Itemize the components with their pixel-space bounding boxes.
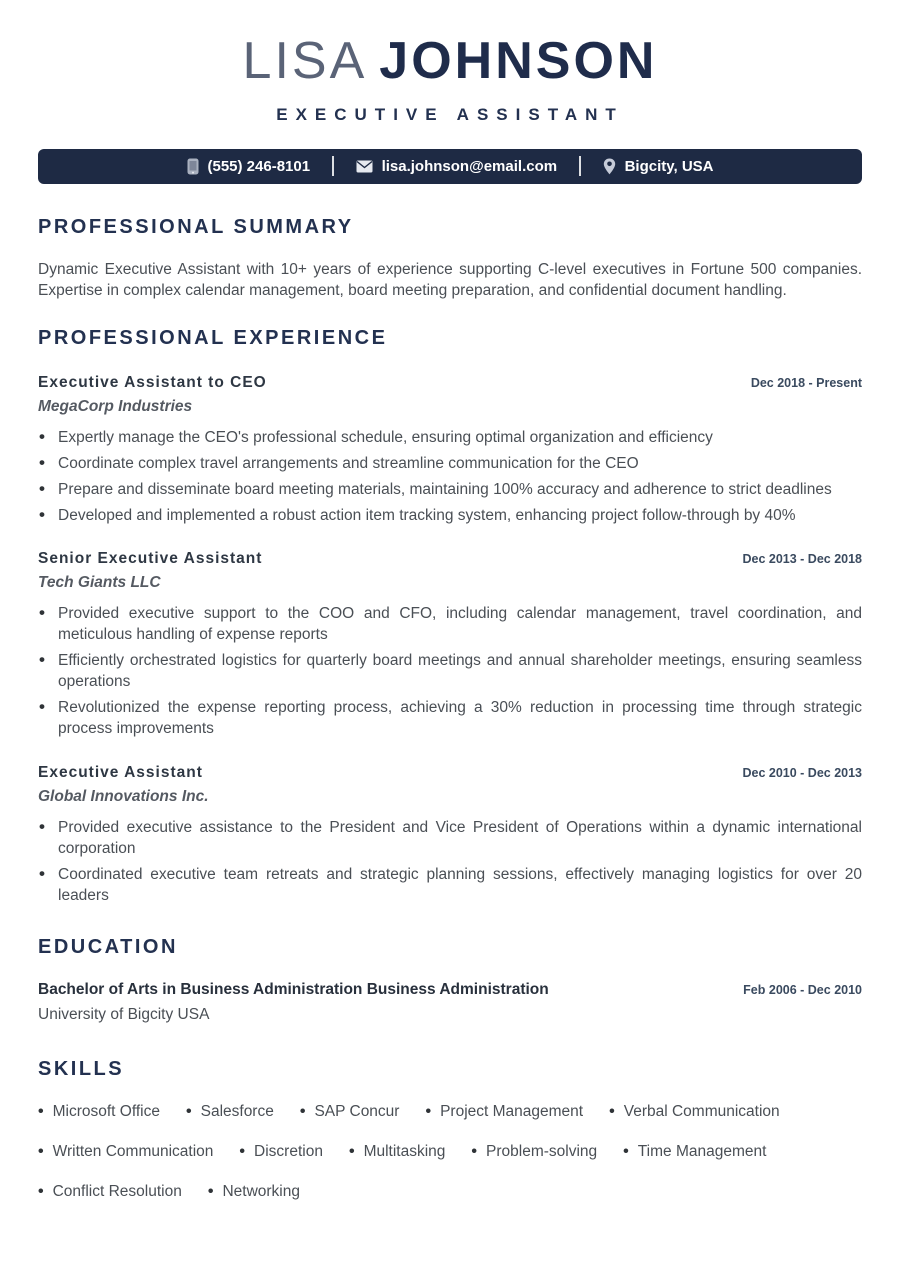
- skill-item: [609, 1103, 780, 1121]
- contact-separator: [332, 156, 334, 176]
- bullet-icon: •: [38, 1142, 44, 1160]
- first-name: LISA: [242, 32, 368, 90]
- skill-item: [300, 1103, 400, 1121]
- location-pin-icon: [603, 158, 616, 175]
- skill-label: SAP Concur: [314, 1102, 400, 1120]
- phone-icon: [187, 158, 199, 175]
- skill-item: [623, 1143, 766, 1161]
- skill-item: [186, 1103, 274, 1121]
- bullet-icon: •: [471, 1142, 478, 1160]
- education-section: [38, 936, 862, 1024]
- experience-section: [38, 327, 862, 906]
- skill-label: Project Management: [440, 1102, 584, 1120]
- skill-item: [208, 1183, 300, 1201]
- bullet-icon: •: [186, 1102, 192, 1120]
- job-bullet-list: [38, 603, 862, 739]
- job-company: Tech Giants LLC: [38, 574, 161, 592]
- summary-text: Dynamic Executive Assistant with 10+ years of experience supporting C-level executives in Fortune 500 companies. Expertise in complex calendar management, board meeting preparation, and confidential document handling.: [38, 260, 862, 299]
- candidate-job-title: EXECUTIVE ASSISTANT: [276, 104, 624, 124]
- job-dates: Dec 2010 - Dec 2013: [742, 765, 862, 780]
- job-dates: Dec 2018 - Present: [750, 375, 862, 390]
- skill-item: [425, 1103, 583, 1121]
- skill-label: Multitasking: [363, 1142, 446, 1160]
- job-position: Executive Assistant to CEO: [38, 373, 267, 391]
- summary-heading: PROFESSIONAL SUMMARY: [38, 215, 354, 238]
- skill-item: [349, 1143, 445, 1161]
- skill-item: [38, 1103, 160, 1121]
- bullet-icon: •: [348, 1142, 355, 1160]
- education-entry: [38, 981, 862, 999]
- contact-bar: [38, 149, 862, 184]
- phone-number: (555) 246-8101: [207, 157, 311, 175]
- experience-entry: [38, 764, 862, 906]
- job-bullet: • Provided executive assistance to the President and Vice President of Operations within a dynamic international corporation: [38, 817, 862, 859]
- skill-label: Networking: [222, 1182, 300, 1200]
- resume-header: [38, 34, 862, 184]
- job-header-row: [38, 550, 862, 568]
- bullet-icon: •: [207, 1182, 214, 1200]
- contact-location: [603, 158, 714, 175]
- bullet-icon: •: [623, 1142, 629, 1160]
- skill-label: Time Management: [637, 1142, 767, 1160]
- skill-label: Salesforce: [200, 1102, 274, 1120]
- degree-title: Bachelor of Arts in Business Administration Business Administration: [38, 980, 549, 998]
- job-bullet: • Provided executive support to the COO and CFO, including calendar management, travel coordination, and meticulous handling of expense reports: [38, 603, 862, 645]
- experience-entry: [38, 374, 862, 526]
- job-company: Global Innovations Inc.: [38, 787, 209, 805]
- job-bullet: • Coordinate complex travel arrangements and streamline communication for the CEO: [38, 453, 862, 474]
- last-name: JOHNSON: [379, 32, 658, 90]
- skills-heading: SKILLS: [38, 1057, 125, 1080]
- education-heading: EDUCATION: [38, 935, 178, 958]
- skill-item: [38, 1183, 182, 1201]
- experience-heading: PROFESSIONAL EXPERIENCE: [38, 326, 388, 349]
- bullet-icon: •: [299, 1102, 306, 1120]
- bullet-icon: •: [425, 1102, 432, 1120]
- skills-section: [38, 1058, 862, 1201]
- mail-icon: [356, 160, 373, 173]
- skill-label: Written Communication: [52, 1142, 214, 1160]
- experience-list: [38, 374, 862, 906]
- education-dates: Feb 2006 - Dec 2010: [743, 982, 862, 997]
- job-bullet: • Developed and implemented a robust action item tracking system, enhancing project follow-through by 40%: [38, 505, 862, 526]
- bullet-icon: •: [609, 1102, 615, 1120]
- skills-list: [38, 1103, 862, 1201]
- job-position: Senior Executive Assistant: [38, 550, 263, 568]
- skill-item: [239, 1143, 323, 1161]
- contact-phone: [187, 158, 311, 175]
- skill-item: [471, 1143, 597, 1161]
- job-header-row: [38, 764, 862, 782]
- experience-entry: [38, 550, 862, 739]
- job-bullet: • Prepare and disseminate board meeting materials, maintaining 100% accuracy and adherence to strict deadlines: [38, 479, 862, 500]
- job-header-row: [38, 374, 862, 392]
- skill-label: Conflict Resolution: [52, 1182, 182, 1200]
- contact-separator: [579, 156, 581, 176]
- bullet-icon: •: [38, 1102, 44, 1120]
- skill-label: Microsoft Office: [52, 1102, 160, 1120]
- job-bullet-list: [38, 427, 862, 526]
- candidate-name: [38, 34, 862, 89]
- skill-item: [38, 1143, 213, 1161]
- job-bullet: • Revolutionized the expense reporting process, achieving a 30% reduction in processing time through strategic process improvements: [38, 697, 862, 739]
- job-bullet: • Efficiently orchestrated logistics for quarterly board meetings and annual shareholder meetings, ensuring seamless operations: [38, 650, 862, 692]
- bullet-icon: •: [38, 1182, 44, 1200]
- bullet-icon: •: [239, 1142, 246, 1160]
- job-company: MegaCorp Industries: [38, 397, 193, 415]
- job-bullet: • Coordinated executive team retreats and strategic planning sessions, effectively managing logistics for over 20 leaders: [38, 864, 862, 906]
- email-address: lisa.johnson@email.com: [381, 157, 558, 175]
- job-dates: Dec 2013 - Dec 2018: [742, 552, 862, 567]
- location-text: Bigcity, USA: [624, 157, 714, 175]
- skill-label: Problem-solving: [486, 1142, 598, 1160]
- skill-label: Verbal Communication: [623, 1102, 780, 1120]
- contact-email: [356, 158, 558, 175]
- school-name: University of Bigcity USA: [38, 1005, 210, 1023]
- job-position: Executive Assistant: [38, 763, 203, 781]
- job-bullet: • Expertly manage the CEO's professional schedule, ensuring optimal organization and efficiency: [38, 427, 862, 448]
- job-bullet-list: [38, 817, 862, 906]
- summary-section: [38, 216, 862, 301]
- skill-label: Discretion: [254, 1142, 323, 1160]
